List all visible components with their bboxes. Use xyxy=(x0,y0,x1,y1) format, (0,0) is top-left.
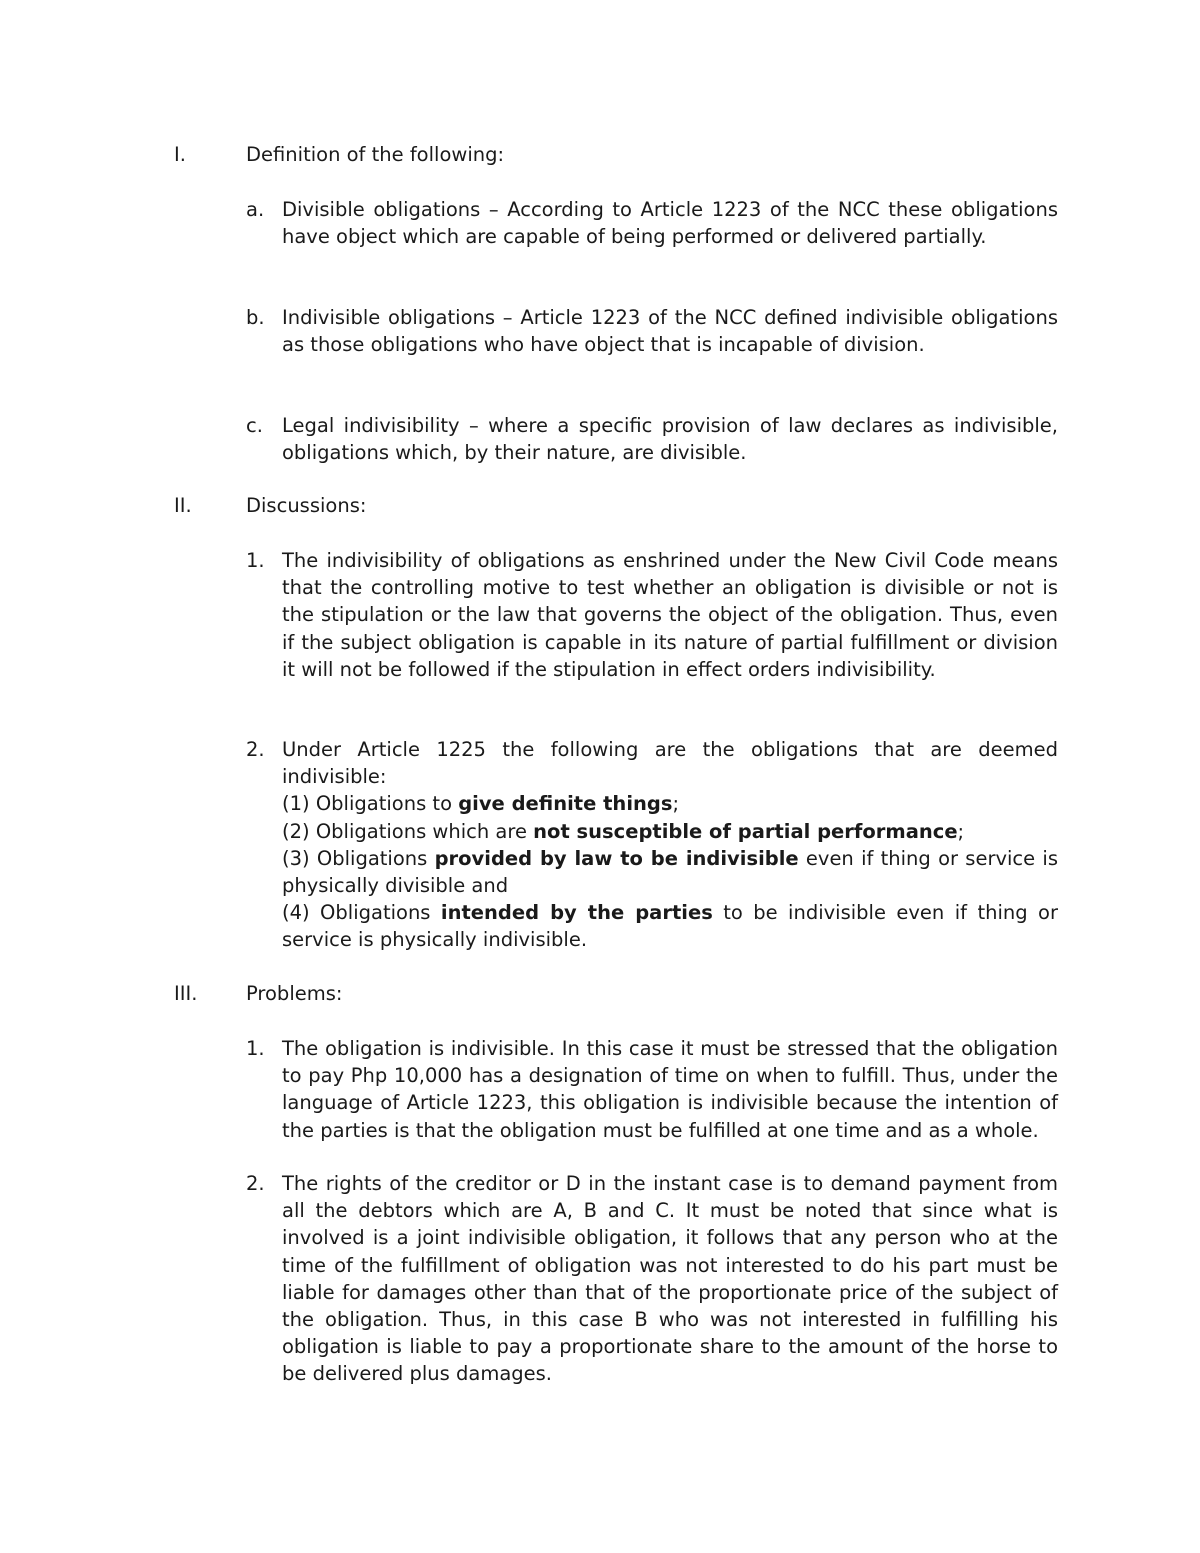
list-item xyxy=(246,412,1058,466)
list-marker: 1. xyxy=(246,549,265,572)
sub-item-emphasis: intended by the parties xyxy=(440,901,713,925)
list-item-text xyxy=(282,736,1058,954)
sub-item-text: (2) Obligations which are xyxy=(282,819,534,843)
list-marker: 2. xyxy=(246,738,265,761)
list-item xyxy=(246,547,1058,683)
sub-item-text: to be indivisible even if thing or service is physically indivisible. xyxy=(282,901,1058,952)
list-marker: 2. xyxy=(246,1172,265,1195)
list-item xyxy=(246,196,1058,250)
list-item-text: The indivisibility of obligations as enshrined under the New Civil Code means that the controlling motive to test whether an obligation is divisible or not is the stipulation or the law that governs the object of the obligation. Thus, even if the subject obligation is capable in its nature of partial fulfillment or division it will not be followed if the stipulation in effect orders indivisibility. xyxy=(282,549,1058,681)
list-marker: b. xyxy=(246,306,265,329)
list-item-text: Indivisible obligations – Article 1223 of the NCC defined indivisible obligations as those obligations who have object that is incapable of division. xyxy=(282,306,1058,357)
section-heading: Definition of the following: xyxy=(246,143,505,166)
list-item xyxy=(246,304,1058,358)
list-marker: a. xyxy=(246,198,265,221)
list-item-text: Divisible obligations – According to Article 1223 of the NCC these obligations have object which are capable of being performed or delivered partially. xyxy=(282,198,1058,249)
sub-item-text: ; xyxy=(672,792,680,816)
sub-item-text: (4) Obligations xyxy=(282,901,441,925)
list-item-text: The rights of the creditor or D in the instant case is to demand payment from all the debtors which are A, B and C. It must be noted that since what is involved is a joint indivisible obligation, it follows that any person who at the time of the fulfillment of obligation was not interested to do his part must be liable for damages other than that of the proportionate price of the subject of the obligation. Thus, in this case B who was not interested in fulfilling his obligation is liable to pay a proportionate share to the amount of the horse to be delivered plus damages. xyxy=(282,1172,1058,1386)
section-numeral: III. xyxy=(174,982,198,1005)
list-item-intro: Under Article 1225 the following are the obligations that are deemed indivisible: xyxy=(282,738,1058,789)
sub-item-emphasis: provided by law to be indivisible xyxy=(434,846,799,870)
section-numeral: II. xyxy=(174,494,192,517)
sub-item-text: (1) Obligations to xyxy=(282,792,459,816)
sub-item-text: ; xyxy=(957,819,965,843)
sub-item-emphasis: give definite things xyxy=(458,792,673,816)
list-marker: c. xyxy=(246,414,263,437)
section-numeral: I. xyxy=(174,143,186,166)
sub-item xyxy=(282,845,1058,899)
section-heading: Problems: xyxy=(246,982,343,1005)
list-item xyxy=(246,1170,1058,1388)
list-item-text: Legal indivisibility – where a specific provision of law declares as indivisible, obligations which, by their nature, are divisible. xyxy=(282,414,1058,465)
list-item xyxy=(246,736,1058,954)
sub-item-text: (3) Obligations xyxy=(282,846,435,870)
sub-item-text: even if thing or service is physically divisible and xyxy=(282,846,1058,898)
list-marker: 1. xyxy=(246,1037,265,1060)
sub-item xyxy=(282,899,1058,953)
section-heading: Discussions: xyxy=(246,494,367,517)
sub-item-emphasis: not susceptible of partial performance xyxy=(533,819,958,843)
sub-item xyxy=(282,790,1058,817)
list-item-text: The obligation is indivisible. In this case it must be stressed that the obligation to pay Php 10,000 has a designation of time on when to fulfill. Thus, under the language of Article 1223, this obligation is indivisible because the intention of the parties is that the obligation must be fulfilled at one time and as a whole. xyxy=(282,1037,1058,1142)
list-item xyxy=(246,1035,1058,1144)
sub-item xyxy=(282,818,1058,845)
